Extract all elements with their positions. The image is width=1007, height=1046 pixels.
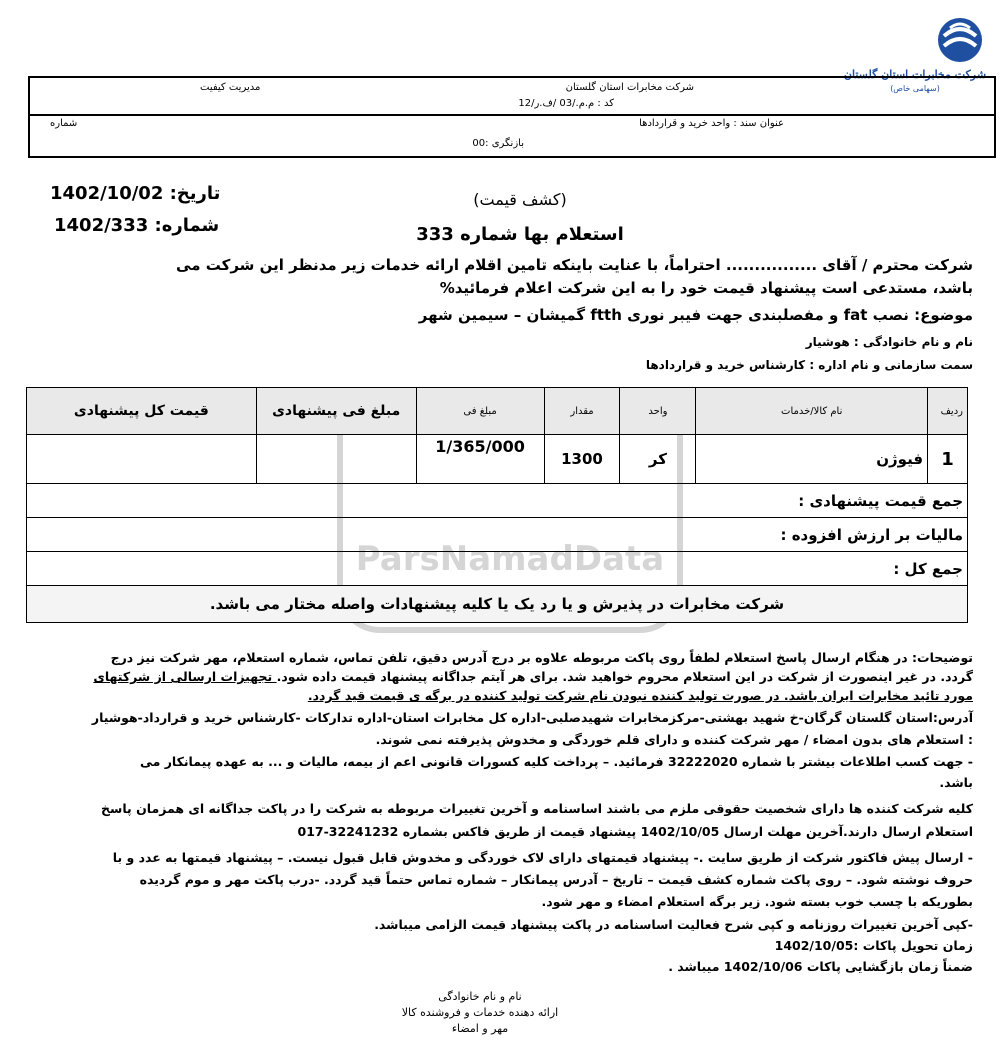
items-table	[26, 387, 968, 623]
cell-unit: کر	[620, 435, 696, 484]
opening-time: ضمناً زمان بازگشایی پاکات 1402/10/06 میباشد .	[668, 959, 973, 974]
subject-line: موضوع: نصب fat و مفصلبندی جهت فیبر نوری ftth گمیشان – سیمین شهر	[418, 306, 973, 324]
note-line-11: حروف نوشته شود. – روی پاکت شماره کشف قیمت – تاریخ – آدرس پیمانکار – شماره تماس حتماً قید گردد. -درب پاکت مهر و موم گردیده	[139, 872, 973, 887]
header-item: نام کالا/خدمات	[696, 388, 928, 435]
cell-qty: 1300	[544, 435, 620, 484]
note-line-10: - ارسال پیش فاکتور شرکت از طریق سایت .- پیشنهاد قیمتهای دارای لاک خوردگی و مخدوش قابل قبول نیست. – پیشنهاد قیمتها به عدد و با	[112, 850, 973, 865]
note-line-8: کلیه شرکت کننده ها دارای شخصیت حقوقی ملزم می باشند اساسنامه و آخرین تغییرات مربوطه به شرکت را در پاکت جداگانه ای همزمان پاسخ	[101, 801, 973, 816]
header-department: مدیریت کیفیت	[200, 82, 261, 93]
header-row-number: ردیف	[928, 388, 968, 435]
note-row	[27, 586, 968, 623]
page-title: استعلام بها شماره 333	[416, 224, 624, 245]
logo-text: شرکت مخابرات استان گلستان	[843, 68, 987, 81]
header-unit: واحد	[620, 388, 696, 435]
note-line-9: استعلام ارسال دارند.آخرین مهلت ارسال 1402/10/05 پیشنهاد قیمت از طریق فاکس بشماره 32241232-017	[297, 824, 973, 839]
note-line-2a: گردد. در غیر اینصورت از شرکت در این استعلام محروم خواهید شد. برای هر آیتم جداگانه پیشنهاد قیمت داده شود.	[276, 669, 973, 684]
note-line-1: توضیحات: در هنگام ارسال پاسخ استعلام لطفاً روی پاکت مربوطه علاوه بر درج آدرس دقیق، تلفن تماس، شماره استعلام، مهر شرکت نیز درج	[110, 650, 973, 665]
body-line-2: باشد، مستدعی است پیشنهاد قیمت خود را به این شرکت اعلام فرمائید%	[439, 279, 973, 297]
table-header-row	[27, 388, 968, 435]
contact-position: سمت سازمانی و نام اداره : کارشناس خرید و قراردادها	[645, 358, 973, 372]
sum-row	[27, 484, 968, 518]
cell-unit-price: 1/365/000	[416, 435, 544, 484]
header-proposed-unit-price: مبلغ فی پیشنهادی	[256, 388, 416, 435]
body-line-1: شرکت محترم / آقای ................ احتراماً، با عنایت باینکه تامین اقلام ارائه خدمات زیر مدنظر این شرکت می	[176, 256, 973, 274]
address-line: آدرس:استان گلستان گرگان-خ شهید بهشتی-مرکزمخابرات شهیدصلبی-اداره کل مخابرات استان-اداره تدارکات -کارشناس خرید و قرارداد-هوشیار	[91, 710, 973, 725]
cell-item: فیوژن	[696, 435, 928, 484]
logo-subtext: (سهامی خاص)	[890, 84, 940, 93]
watermark-text: ParsNamadData	[355, 539, 665, 579]
title-sub: (کشف قیمت)	[473, 190, 567, 209]
signature-name: نام و نام خانوادگی	[438, 990, 522, 1003]
delivery-time: زمان تحویل پاکات :1402/10/05	[774, 938, 973, 953]
document-date: تاریخ: 1402/10/02	[50, 183, 221, 204]
total-row	[27, 552, 968, 586]
note-line-5: : استعلام های بدون امضاء / مهر شرکت کننده و دارای قلم خوردگی و مخدوش پذیرفته نمی شوند.	[375, 732, 973, 747]
contact-name: نام و نام خانوادگی : هوشیار	[805, 335, 973, 349]
cell-proposed-total	[27, 435, 257, 484]
vat-row	[27, 518, 968, 552]
header-code: کد : م.م./03 /ف.ر/12	[518, 98, 614, 109]
header-revision: بازنگری :00	[472, 138, 524, 149]
note-line-2b: تجهیزات ارسالی از شرکتهای	[93, 669, 277, 684]
signature-provider: ارائه دهنده خدمات و فروشنده کالا	[401, 1006, 559, 1019]
header-doc-title: عنوان سند : واحد خرید و قراردادها	[639, 118, 784, 129]
document-number: شماره: 1402/333	[54, 215, 220, 236]
header-qty: مقدار	[544, 388, 620, 435]
note-line-12: بطوریکه با چسب خوب بسته شود. زیر برگه استعلام امضاء و مهر شود.	[541, 894, 973, 909]
signature-stamp: مهر و امضاء	[451, 1022, 509, 1035]
note-line-2	[93, 667, 973, 686]
header-company: شرکت مخابرات استان گلستان	[565, 82, 694, 93]
table-row	[27, 435, 968, 484]
table-note: شرکت مخابرات در پذیرش و یا رد یک یا کلیه پیشنهادات واصله مختار می باشد.	[27, 586, 968, 623]
cell-proposed-unit-price	[256, 435, 416, 484]
header-unit-price: مبلغ فی	[416, 388, 544, 435]
sum-label: جمع قیمت پیشنهادی :	[27, 484, 968, 518]
document-header	[28, 76, 996, 158]
header-number-label: شماره	[50, 118, 78, 129]
note-line-7: باشد.	[939, 775, 973, 790]
vat-label: مالیات بر ارزش افزوده :	[27, 518, 968, 552]
header-proposed-total: قیمت کل پیشنهادی	[27, 388, 257, 435]
cell-row-number: 1	[928, 435, 968, 484]
total-label: جمع کل :	[27, 552, 968, 586]
note-line-13: -کپی آخرین تغییرات روزنامه و کپی شرح فعالیت اساسنامه در پاکت پیشنهاد قیمت الزامی میباشد.	[374, 917, 973, 932]
note-line-3: مورد تائید مخابرات ایران باشد. در صورت تولید کننده نبودن نام شرکت تولید کننده در برگه ی قیمت قید گردد.	[307, 688, 973, 703]
note-line-6: - جهت کسب اطلاعات بیشتر با شماره 32222020 فرمائید. – پرداخت کلیه کسورات قانونی اعم از بیمه، مالیات و ... به عهده پیمانکار می	[139, 754, 973, 769]
